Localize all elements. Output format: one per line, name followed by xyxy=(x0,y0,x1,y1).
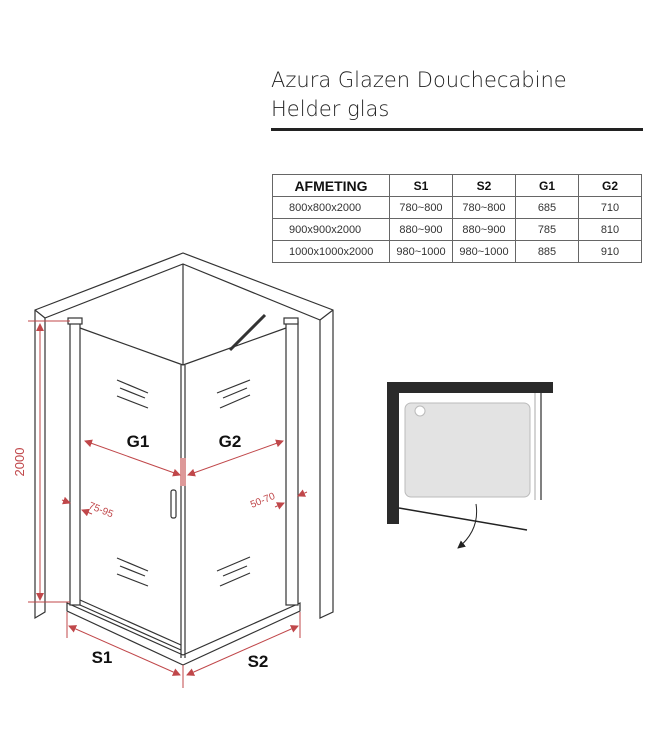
cell: 980~1000 xyxy=(390,241,453,263)
seal-strip xyxy=(180,458,186,486)
cell: 900x900x2000 xyxy=(273,219,390,241)
cell: 785 xyxy=(516,219,579,241)
door-line xyxy=(399,508,527,530)
g1-label: G1 xyxy=(126,432,150,451)
left-adjust-label: 75-95 xyxy=(86,500,115,521)
title-line-1: Azura Glazen Douchecabine xyxy=(271,68,567,92)
cell: 780~800 xyxy=(390,197,453,219)
cell: 810 xyxy=(579,219,642,241)
right-adjust-label: 50-70 xyxy=(249,491,277,511)
s1-label: S1 xyxy=(91,648,113,667)
header-afmeting: AFMETING xyxy=(273,175,390,197)
cell: 710 xyxy=(579,197,642,219)
header-g1: G1 xyxy=(516,175,579,197)
g2-label: G2 xyxy=(218,432,242,451)
cell: 910 xyxy=(579,241,642,263)
cell: 880~900 xyxy=(453,219,516,241)
s2-label: S2 xyxy=(247,652,269,671)
cell: 880~900 xyxy=(390,219,453,241)
header-s2: S2 xyxy=(453,175,516,197)
cell: 780~800 xyxy=(453,197,516,219)
door-handle xyxy=(171,490,176,518)
height-label: 2000 xyxy=(12,447,27,477)
cell: 885 xyxy=(516,241,579,263)
door-swing-arrow-icon xyxy=(458,504,477,548)
cell: 1000x1000x2000 xyxy=(273,241,390,263)
glass-panels xyxy=(68,315,298,658)
header-s1: S1 xyxy=(390,175,453,197)
drain-icon xyxy=(415,406,425,416)
cell: 800x800x2000 xyxy=(273,197,390,219)
cell: 980~1000 xyxy=(453,241,516,263)
top-view-plan xyxy=(387,382,553,548)
cell: 685 xyxy=(516,197,579,219)
title-line-2: Helder glas xyxy=(271,97,390,121)
header-g2: G2 xyxy=(579,175,642,197)
